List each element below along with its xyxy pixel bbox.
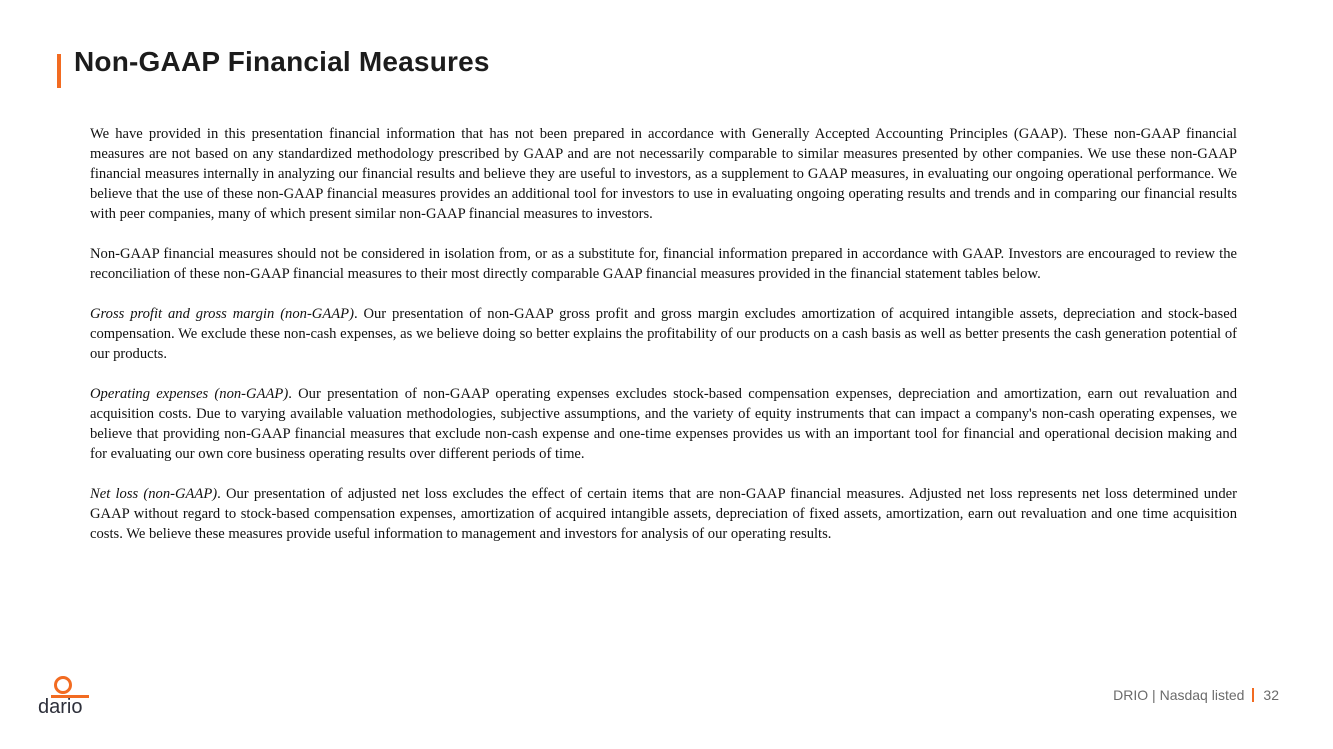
paragraph-caution: Non-GAAP financial measures should not be considered in isolation from, or as a substitute for, financial information prepared in accordance with GAAP. Investors are encouraged to review the reconciliation of these non-GAAP financial measures to their most directly comparable GAAP financial measures provided in the financial statement tables below.	[90, 246, 1237, 282]
text-net-loss: . Our presentation of adjusted net loss excludes the effect of certain items that are non-GAAP financial measures. Adjusted net loss represents net loss determined under GAAP without regard to stock-based compensation expenses, amortization of acquired intangible assets, depreciation of fixed assets, amortization, earn out revaluation and one time acquisition costs. We believe these measures provide useful information to management and investors for analysis of our operating results.	[90, 486, 1237, 542]
page-title: Non-GAAP Financial Measures	[74, 46, 490, 77]
footer	[1113, 687, 1279, 703]
text-operating-expenses: . Our presentation of non-GAAP operating expenses excludes stock-based compensation expenses, depreciation and amortization, earn out revaluation and acquisition costs. Due to varying available valuation methodologies, subjective assumptions, and the variety of equity instruments that can impact a company's non-cash operating expenses, we believe that providing non-GAAP financial measures that exclude non-cash expense and one-time expenses provides us with an important tool for financial and operational decision making and for evaluating our own core business operating results over different periods of time.	[90, 386, 1237, 462]
logo-wordmark: dario	[38, 696, 83, 718]
paragraph-gross-profit	[90, 304, 1237, 364]
page-number: 32	[1263, 687, 1279, 703]
body-text	[90, 124, 1237, 564]
paragraph-net-loss	[90, 484, 1237, 544]
title-accent-bar	[57, 54, 61, 88]
term-operating-expenses: Operating expenses (non-GAAP)	[90, 386, 289, 402]
paragraph-operating-expenses	[90, 384, 1237, 464]
term-net-loss: Net loss (non-GAAP)	[90, 486, 218, 502]
dario-logo	[36, 674, 92, 722]
footer-separator	[1252, 688, 1254, 702]
text-gross-profit: . Our presentation of non-GAAP gross profit and gross margin excludes amortization of acquired intangible assets, depreciation and stock-based compensation. We exclude these non-cash expenses, as we believe doing so better explains the profitability of our products on a cash basis as well as better presents the cash generation potential of our products.	[90, 306, 1237, 362]
paragraph-intro: We have provided in this presentation financial information that has not been prepared in accordance with Generally Accepted Accounting Principles (GAAP). These non-GAAP financial measures are not based on any standardized methodology prescribed by GAAP and are not necessarily comparable to similar measures presented by other companies. We use these non-GAAP financial measures internally in analyzing our financial results and believe they are useful to investors, as a supplement to GAAP measures, in evaluating our ongoing operational performance. We believe that the use of these non-GAAP financial measures provides an additional tool for investors to use in evaluating ongoing operating results and trends and in comparing our financial results with peer companies, many of which present similar non-GAAP financial measures to investors.	[90, 126, 1237, 222]
term-gross-profit: Gross profit and gross margin (non-GAAP)	[90, 306, 354, 322]
footer-ticker: DRIO | Nasdaq listed	[1113, 687, 1245, 703]
